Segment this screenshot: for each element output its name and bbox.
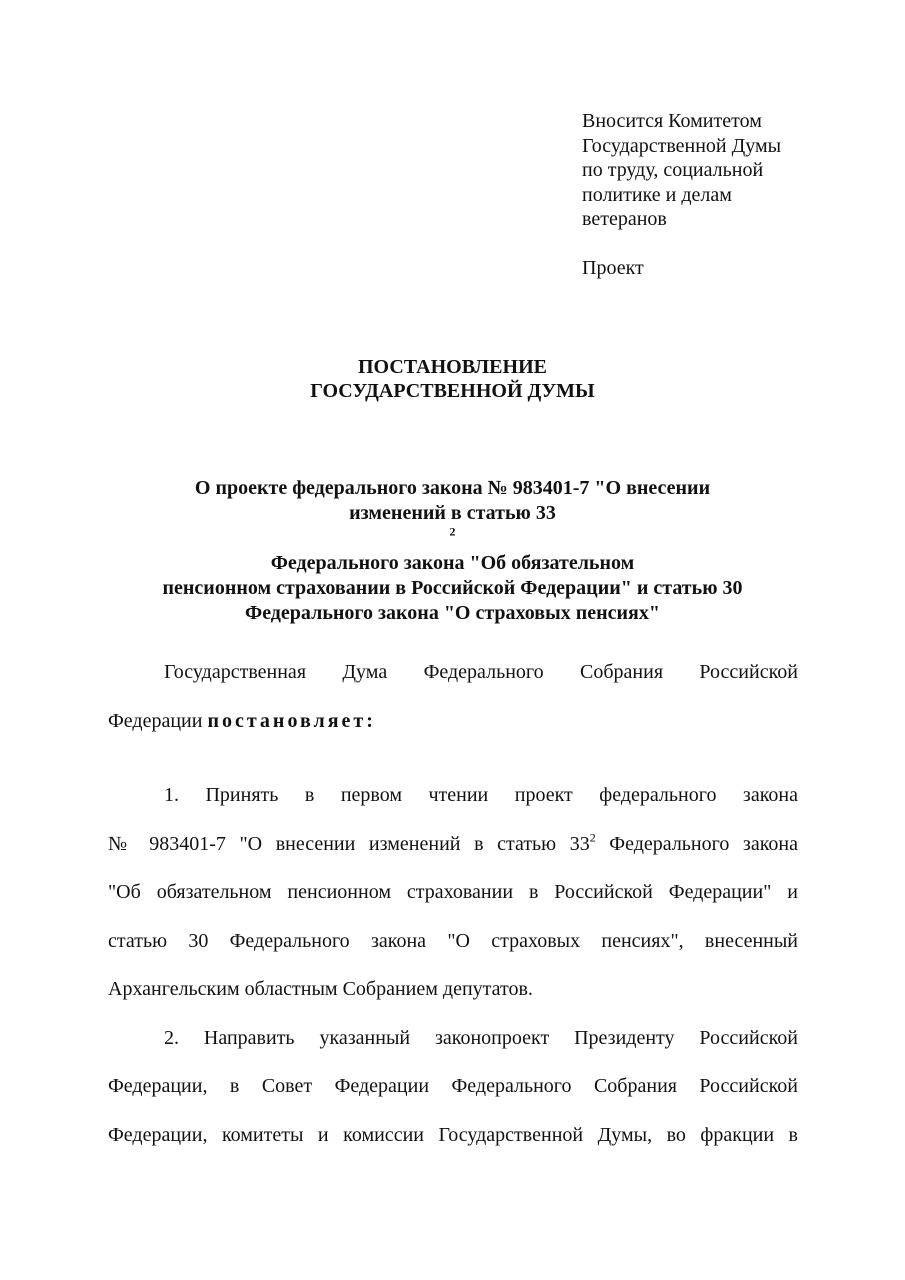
document-subject: [110, 476, 795, 626]
text-line: [108, 697, 798, 746]
text-line: Федерации, комитеты и комиссии Государственной Думы, во фракции в: [108, 1123, 798, 1146]
text-line: [108, 820, 798, 869]
text: № 983401-7 "О внесении изменений в статью 33: [108, 832, 590, 855]
superscript: 2: [449, 524, 456, 539]
item-2-paragraph: [108, 1014, 798, 1160]
text-line: 2. Направить указанный законопроект Президенту Российской: [164, 1026, 798, 1049]
text-line: 1. Принять в первом чтении проект федерального закона: [164, 784, 798, 806]
item-1-paragraph: [108, 771, 798, 1014]
text-line: Федерации, в Совет Федерации Федерального Собрания Российской: [108, 1075, 798, 1097]
stamp-line: по труду, социальной: [582, 159, 764, 181]
resolves-keyword: постановляет:: [207, 709, 376, 732]
document-body: [108, 648, 798, 1159]
draft-status: Проект: [582, 256, 644, 279]
text-line: Архангельским областным Собранием депутатов.: [108, 978, 533, 1000]
heading-line: ГОСУДАРСТВЕННОЙ ДУМЫ: [310, 380, 595, 402]
text-line: Государственная Дума Федерального Собрания Российской: [164, 661, 798, 683]
preamble-paragraph: [108, 648, 798, 745]
subject-text: Федерального закона "Об обязательном: [270, 552, 635, 574]
subject-line: Федерального закона "О страховых пенсиях": [245, 602, 660, 624]
text: Федерации: [108, 709, 208, 732]
text-line: статью 30 Федерального закона "О страховых пенсиях", внесенный: [108, 929, 798, 952]
subject-line: О проекте федерального закона № 983401-7 "О внесении: [194, 477, 711, 499]
document-type-heading: [0, 355, 905, 403]
stamp-line: Вносится Комитетом: [582, 110, 762, 132]
stamp-line: ветеранов: [582, 208, 667, 230]
text: Федерального закона: [595, 832, 798, 855]
heading-line: ПОСТАНОВЛЕНИЕ: [358, 356, 547, 378]
stamp-line: политике и делам: [582, 183, 732, 206]
text-line: "Об обязательном пенсионном страховании в Российской Федерации" и: [108, 881, 798, 903]
submission-stamp: [582, 109, 842, 280]
superscript: 2: [589, 830, 596, 845]
stamp-line: Государственной Думы: [582, 134, 782, 157]
subject-line: [110, 501, 795, 576]
subject-text: изменений в статью 33: [349, 502, 556, 524]
subject-line: пенсионном страховании в Российской Федерации" и статью 30: [162, 577, 743, 599]
